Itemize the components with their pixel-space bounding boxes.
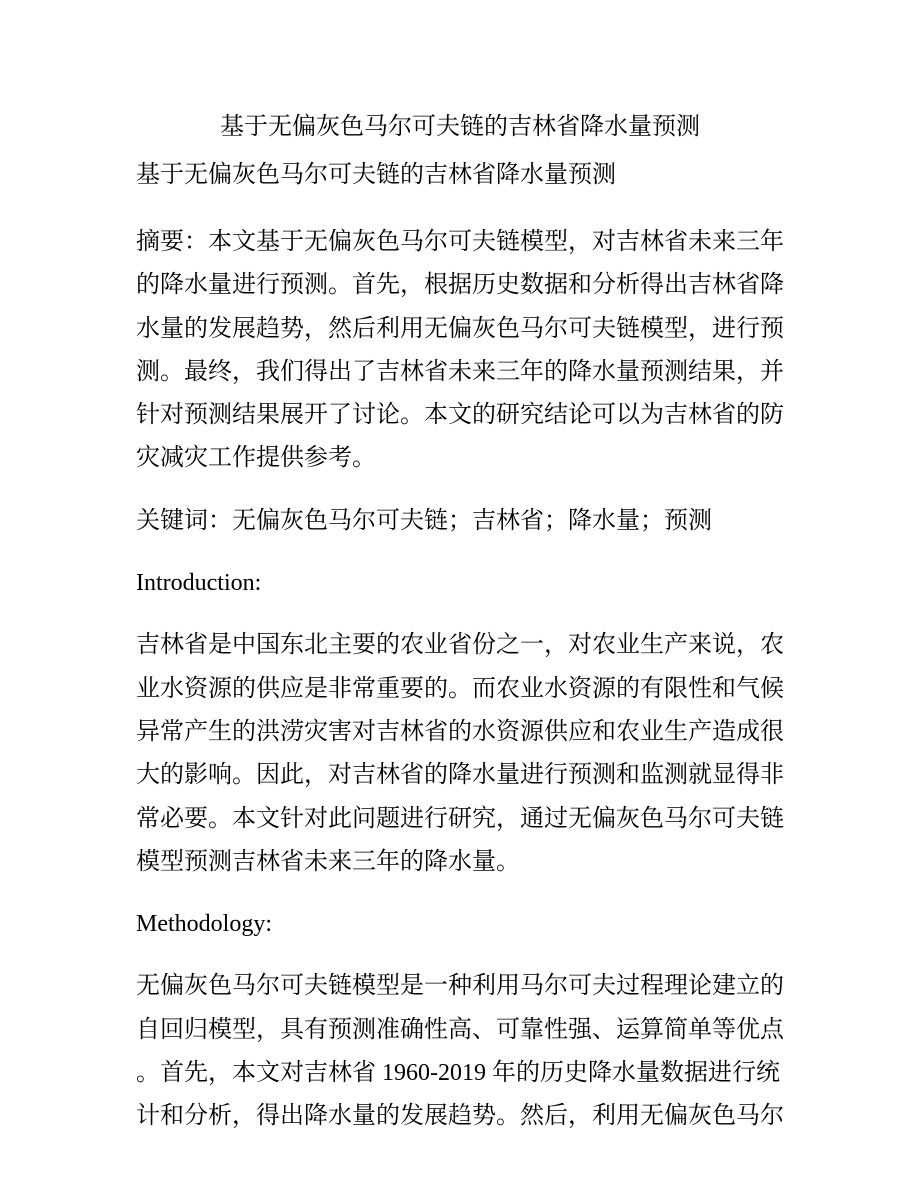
text-line: 业水资源的供应是非常重要的。而农业水资源的有限性和气候	[136, 675, 784, 702]
text-line: 针对预测结果展开了讨论。本文的研究结论可以为吉林省的防	[136, 402, 784, 429]
document-title: 基于无偏灰色马尔可夫链的吉林省降水量预测	[220, 114, 700, 140]
text-line: 。首先，本文对吉林省 1960-2019 年的历史降水量数据进行统	[136, 1060, 780, 1087]
text-line: 常必要。本文针对此问题进行研究，通过无偏灰色马尔可夫链	[136, 805, 784, 832]
text-line: 无偏灰色马尔可夫链模型是一种利用马尔可夫过程理论建立的	[136, 973, 784, 1000]
abstract-paragraph	[136, 221, 796, 481]
text-line: 的降水量进行预测。首先，根据历史数据和分析得出吉林省降	[136, 272, 784, 299]
text-line: 大的影响。因此，对吉林省的降水量进行预测和监测就显得非	[136, 762, 784, 789]
text-line: 自回归模型，具有预测准确性高、可靠性强、运算简单等优点	[136, 1016, 784, 1043]
text-line: 计和分析，得出降水量的发展趋势。然后，利用无偏灰色马尔	[136, 1103, 784, 1130]
introduction-heading: Introduction:	[136, 570, 262, 597]
keywords: 关键词：无偏灰色马尔可夫链；吉林省；降水量；预测	[136, 507, 712, 534]
text-line: 水量的发展趋势，然后利用无偏灰色马尔可夫链模型，进行预	[136, 315, 784, 342]
text-line: 异常产生的洪涝灾害对吉林省的水资源供应和农业生产造成很	[136, 718, 784, 745]
document-body	[136, 155, 796, 1158]
introduction-paragraph	[136, 624, 796, 884]
text-line: 测。最终，我们得出了吉林省未来三年的降水量预测结果，并	[136, 358, 784, 385]
text-line: 吉林省是中国东北主要的农业省份之一，对农业生产来说，农	[136, 632, 784, 659]
text-line: 灾减灾工作提供参考。	[136, 445, 376, 472]
text-line: 摘要：本文基于无偏灰色马尔可夫链模型，对吉林省未来三年	[136, 229, 784, 255]
methodology-paragraph	[136, 965, 796, 1138]
document-subtitle: 基于无偏灰色马尔可夫链的吉林省降水量预测	[136, 162, 616, 188]
methodology-heading: Methodology:	[136, 911, 272, 938]
text-line: 模型预测吉林省未来三年的降水量。	[136, 848, 520, 875]
